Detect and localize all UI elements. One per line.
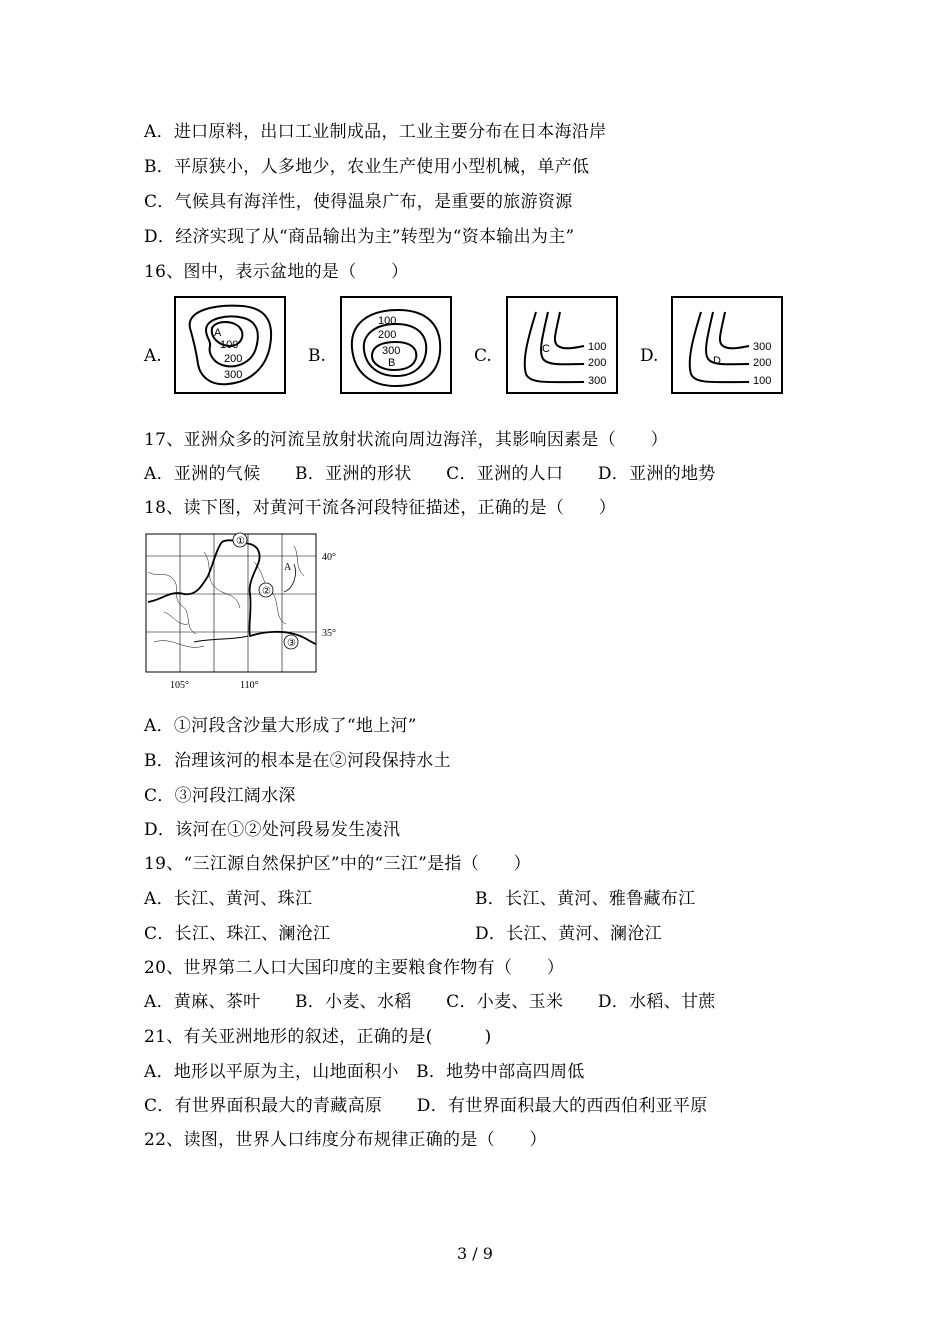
map-mark-1: ① [236, 536, 245, 547]
fig-b-c1: 100 [378, 315, 397, 327]
q16-figure-a [174, 296, 286, 394]
map-lat-35: 35° [322, 628, 336, 639]
q15-option-a: A．进口原料，出口工业制成品，工业主要分布在日本海沿岸 [144, 122, 607, 142]
yellow-river-map [144, 532, 354, 698]
q16-label-b: B. [308, 346, 326, 366]
fig-a-c1: 100 [220, 339, 239, 351]
fig-a-c3: 300 [224, 369, 243, 381]
q19-option-b: B．长江、黄河、雅鲁藏布江 [475, 889, 696, 909]
q19-option-a: A．长江、黄河、珠江 [144, 889, 313, 909]
map-mark-3: ③ [287, 638, 296, 649]
q15-option-b: B．平原狭小，人多地少，农业生产使用小型机械，单产低 [144, 157, 590, 177]
fig-b-center: B [388, 357, 396, 369]
q18-option-d: D．该河在①②处河段易发生凌汛 [144, 820, 401, 840]
q17-options: A．亚洲的气候 B．亚洲的形状 C．亚洲的人口 D．亚洲的地势 [144, 464, 716, 484]
q17-stem: 17、亚洲众多的河流呈放射状流向周边海洋，其影响因素是（ ） [144, 430, 668, 450]
q15-option-d: D．经济实现了从“商品输出为主”转型为“资本输出为主” [144, 227, 575, 247]
q16-stem: 16、图中，表示盆地的是（ ） [144, 262, 409, 282]
q21-options-cd: C．有世界面积最大的青藏高原 D．有世界面积最大的西西伯利亚平原 [144, 1096, 708, 1116]
fig-a-c2: 200 [224, 353, 243, 365]
q16-label-a: A. [144, 346, 162, 366]
fig-a-center: A [214, 327, 222, 339]
q18-option-b: B．治理该河的根本是在②河段保持水土 [144, 751, 451, 771]
fig-c-c3: 300 [588, 375, 607, 387]
q19-option-d: D．长江、黄河、澜沧江 [475, 924, 662, 944]
q22-stem: 22、读图，世界人口纬度分布规律正确的是（ ） [144, 1130, 547, 1150]
fig-b-c2: 200 [378, 329, 397, 341]
q20-stem: 20、世界第二人口大国印度的主要粮食作物有（ ） [144, 958, 565, 978]
q19-option-c: C．长江、珠江、澜沧江 [144, 924, 331, 944]
fig-d-c2: 200 [753, 357, 772, 369]
fig-d-c3: 100 [753, 375, 772, 387]
q16-figure-b [340, 296, 452, 394]
q18-option-a: A．①河段含沙量大形成了“地上河” [144, 716, 417, 736]
page-number: 3 / 9 [457, 1244, 493, 1263]
fig-d-c1: 300 [753, 341, 772, 353]
map-lon-110: 110° [240, 680, 259, 691]
map-lat-40: 40° [322, 552, 336, 563]
fig-c-c2: 200 [588, 357, 607, 369]
map-mark-a: A [284, 562, 292, 573]
q19-stem: 19、“三江源自然保护区”中的“三江”是指（ ） [144, 854, 531, 874]
q16-label-c: C. [474, 346, 492, 366]
q18-stem: 18、读下图，对黄河干流各河段特征描述，正确的是（ ） [144, 498, 617, 518]
q16-figure-c [506, 296, 618, 394]
q16-figure-d [671, 296, 783, 394]
q16-label-d: D. [640, 346, 659, 366]
fig-c-c1: 100 [588, 341, 607, 353]
fig-c-center: C [542, 343, 550, 355]
q20-options: A．黄麻、茶叶 B．小麦、水稻 C．小麦、玉米 D．水稻、甘蔗 [144, 992, 716, 1012]
q21-options-ab: A．地形以平原为主，山地面积小 B．地势中部高四周低 [144, 1062, 585, 1082]
q15-option-c: C．气候具有海洋性，使得温泉广布，是重要的旅游资源 [144, 192, 573, 212]
fig-d-center: D [713, 355, 721, 367]
fig-b-c3: 300 [382, 345, 401, 357]
map-lon-105: 105° [170, 680, 189, 691]
q18-option-c: C．③河段江阔水深 [144, 786, 296, 806]
q21-stem: 21、有关亚洲地形的叙述，正确的是( ) [144, 1027, 492, 1047]
map-mark-2: ② [262, 586, 271, 597]
